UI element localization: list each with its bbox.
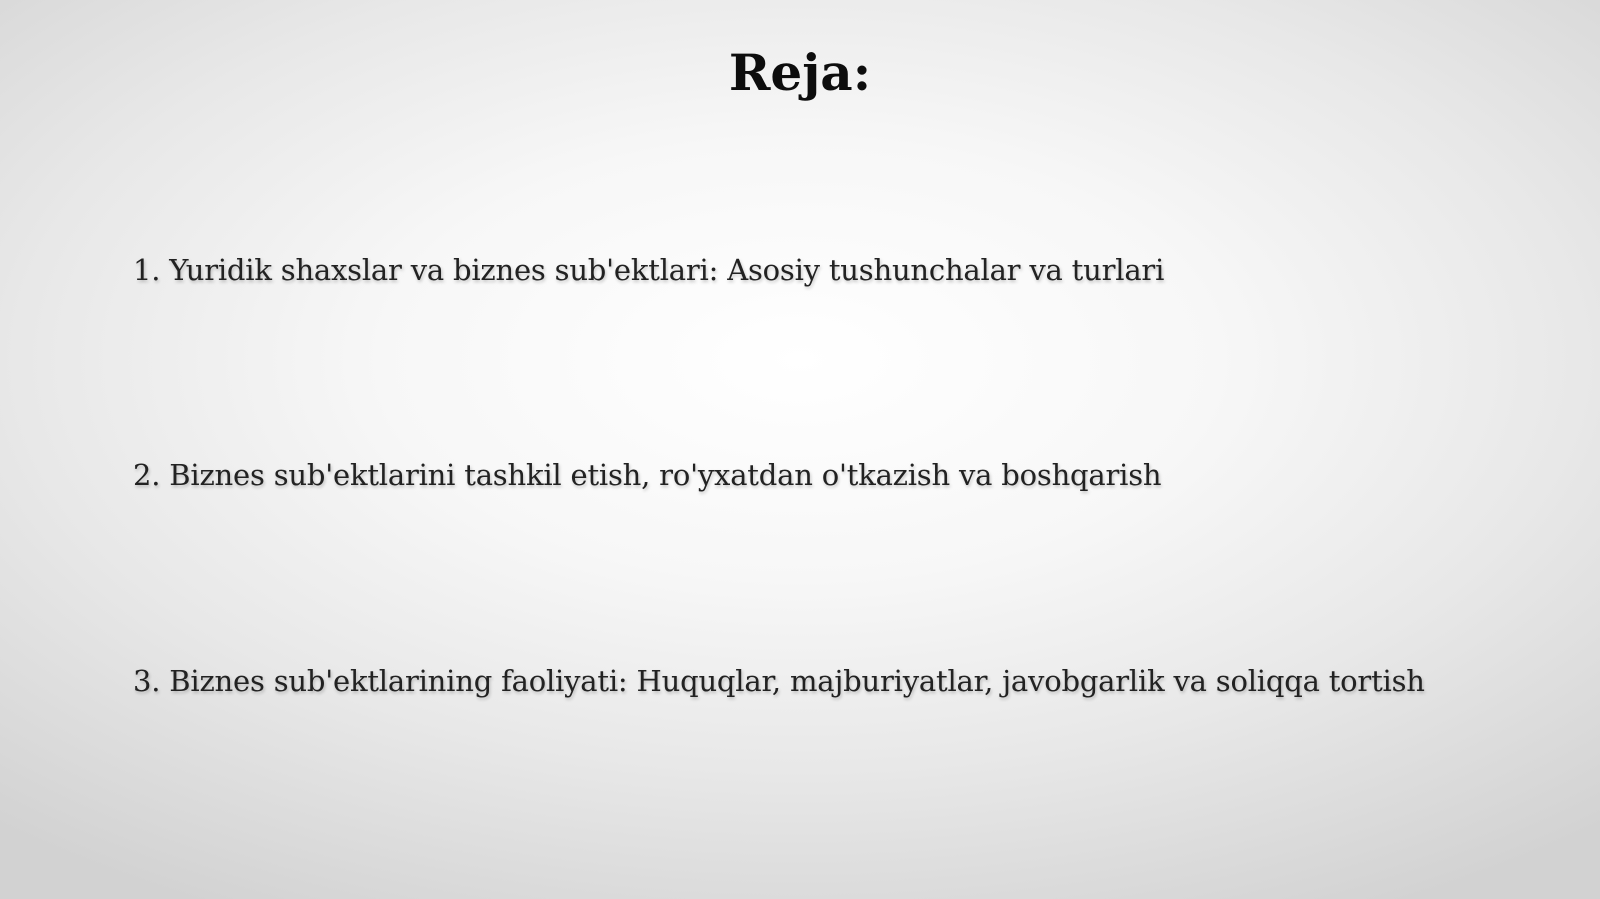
plan-item-3: 3. Biznes sub'ektlarining faoliyati: Huquqlar, majburiyatlar, javobgarlik va soliqqa tortish — [133, 664, 1425, 698]
slide-title: Reja: — [728, 43, 872, 102]
plan-item-2: 2. Biznes sub'ektlarini tashkil etish, ro'yxatdan o'tkazish va boshqarish — [133, 458, 1162, 492]
plan-item-1: 1. Yuridik shaxslar va biznes sub'ektlari: Asosiy tushunchalar va turlari — [133, 253, 1165, 287]
